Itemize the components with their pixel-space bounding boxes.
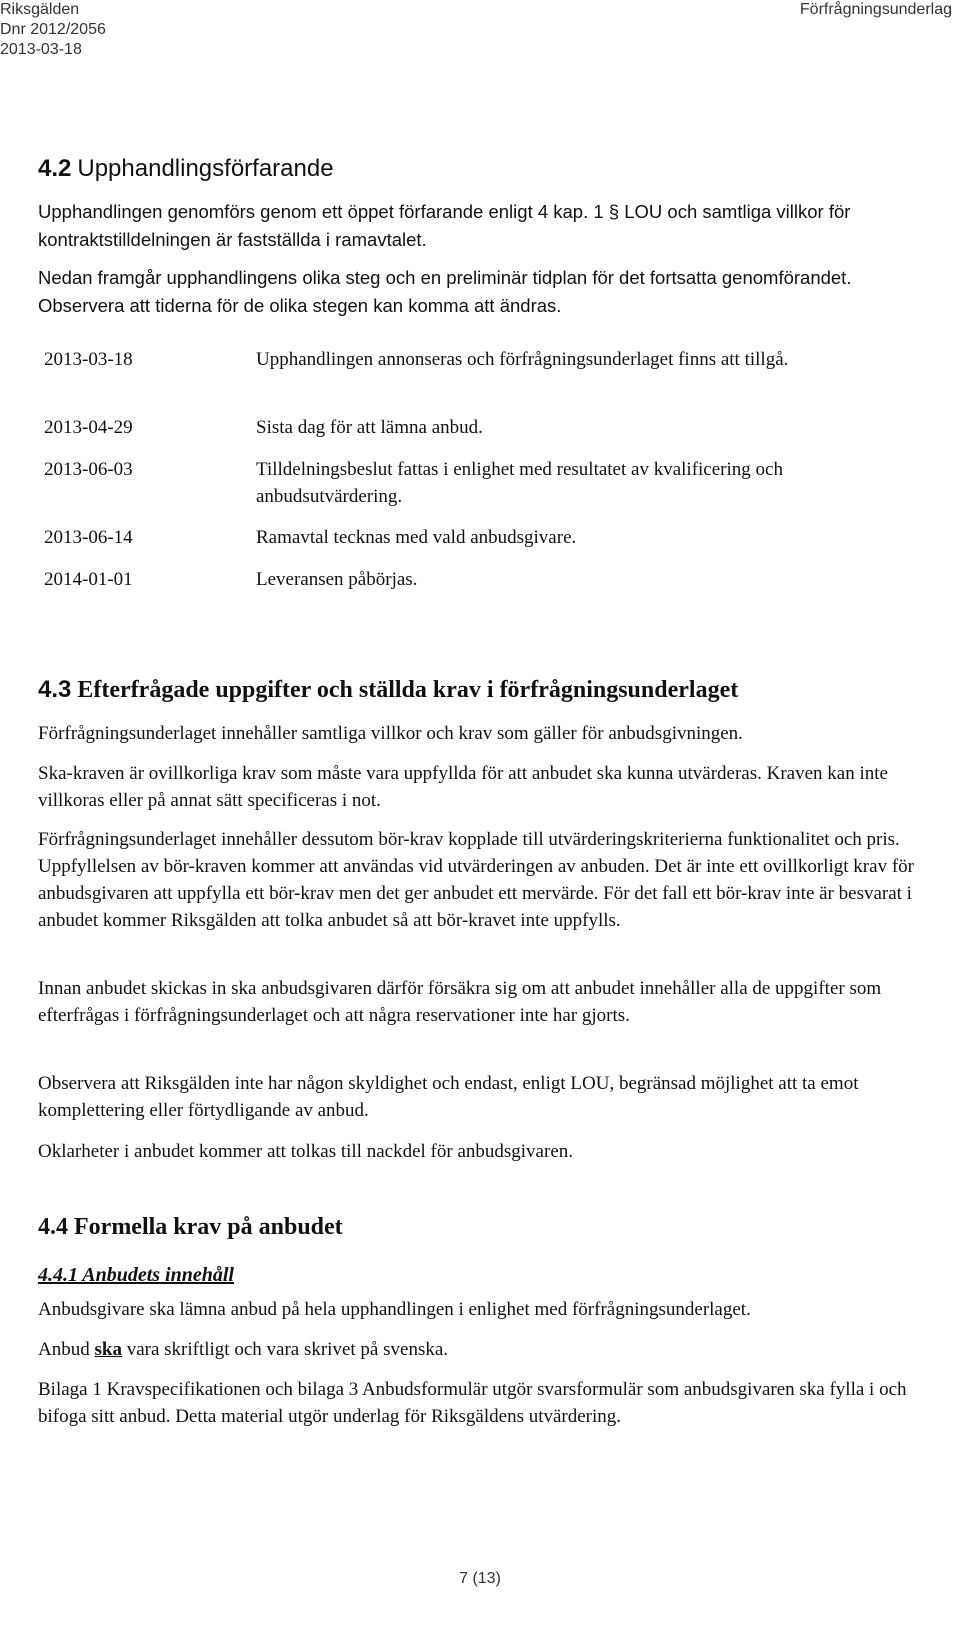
- heading-4-3-title: Efterfrågade uppgifter och ställda krav i förfrågningsunderlaget: [77, 677, 739, 703]
- s43-paragraph-2: Ska-kraven är ovillkorliga krav som måste vara uppfyllda för att anbudet ska kunna utvärderas. Kraven kan inte villkoras eller på annat sätt specificeras i not.: [38, 763, 888, 811]
- timeline-text: Leveransen påbörjas.: [256, 569, 418, 590]
- s42-paragraph-1: Upphandlingen genomförs genom ett öppet förfarande enligt 4 kap. 1 § LOU och samtliga villkor för kontraktstilldelningen är fastställda i ramavtalet.: [38, 201, 851, 250]
- heading-4-2: [38, 154, 334, 184]
- s44-p2-before: Anbud: [38, 1339, 95, 1360]
- header-dnr: Dnr 2012/2056: [0, 21, 106, 38]
- timeline-text: Ramavtal tecknas med vald anbudsgivare.: [256, 527, 577, 548]
- heading-4-4-title: Formella krav på anbudet: [74, 1214, 343, 1240]
- timeline-text: Upphandlingen annonseras och förfrågningsunderlaget finns att tillgå.: [256, 349, 789, 370]
- s44-paragraph-1: Anbudsgivare ska lämna anbud på hela upphandlingen i enlighet med förfrågningsunderlaget.: [38, 1299, 751, 1320]
- heading-4-4-1: 4.4.1 Anbudets innehåll: [38, 1264, 234, 1286]
- timeline-date: 2013-04-29: [44, 417, 133, 438]
- s44-paragraph-2: [38, 1336, 928, 1363]
- header-doc-type: Förfrågningsunderlag: [799, 1, 952, 18]
- timeline-text: Sista dag för att lämna anbud.: [256, 417, 483, 438]
- page-number: 7 (13): [459, 1570, 501, 1587]
- heading-4-3: [38, 675, 738, 705]
- timeline-date: 2013-03-18: [44, 349, 133, 370]
- timeline-date: 2013-06-14: [44, 527, 133, 548]
- heading-4-2-title: Upphandlingsförfarande: [77, 155, 334, 182]
- header-date: 2013-03-18: [0, 41, 82, 58]
- timeline-date: 2014-01-01: [44, 569, 133, 590]
- s43-paragraph-5: Observera att Riksgälden inte har någon skyldighet och endast, enligt LOU, begränsad möjlighet att ta emot komplettering eller förtydligande av anbud.: [38, 1073, 859, 1121]
- s42-paragraph-2: Nedan framgår upphandlingens olika steg och en preliminär tidplan för det fortsatta genomförandet. Observera att tiderna för de olika stegen kan komma att ändras.: [38, 267, 852, 316]
- timeline-text: Tilldelningsbeslut fattas i enlighet med resultatet av kvalificering och anbudsutvärdering.: [256, 459, 783, 507]
- heading-4-4: [38, 1212, 343, 1242]
- s44-paragraph-3: Bilaga 1 Kravspecifikationen och bilaga 3 Anbudsformulär utgör svarsformulär som anbudsgivaren ska fylla i och bifoga sitt anbud. Detta material utgör underlag för Riksgäldens utvärdering.: [38, 1379, 907, 1427]
- s43-paragraph-3: Förfrågningsunderlaget innehåller dessutom bör-krav kopplade till utvärderingskriterierna funktionalitet och pris. Uppfyllelsen av bör-kraven kommer att användas vid utvärderingen av anbuden. Det är inte ett ovillkorligt krav för anbudsgivaren att uppfylla ett bör-krav men det ger anbudet ett mervärde. För det fall ett bör-krav inte är besvarat i anbudet kommer Riksgälden att tolka anbudet så att bör-kravet inte uppfylls.: [38, 829, 914, 931]
- s43-paragraph-6: Oklarheter i anbudet kommer att tolkas till nackdel för anbudsgivaren.: [38, 1141, 573, 1162]
- heading-4-4-number: 4.4: [38, 1214, 68, 1240]
- s44-p2-emphasis: ska: [94, 1339, 122, 1360]
- s43-paragraph-4: Innan anbudet skickas in ska anbudsgivaren därför försäkra sig om att anbudet innehåller alla de uppgifter som efterfrågas i förfrågningsunderlaget och att några reservationer inte har gjorts.: [38, 978, 882, 1026]
- s43-paragraph-1: Förfrågningsunderlaget innehåller samtliga villkor och krav som gäller för anbudsgivningen.: [38, 723, 743, 744]
- timeline-date: 2013-06-03: [44, 459, 133, 480]
- heading-4-3-number: 4.3: [38, 676, 72, 703]
- heading-4-2-number: 4.2: [38, 155, 72, 182]
- s44-p2-after: vara skriftligt och vara skrivet på svenska.: [121, 1339, 449, 1360]
- header-org: Riksgälden: [0, 1, 80, 18]
